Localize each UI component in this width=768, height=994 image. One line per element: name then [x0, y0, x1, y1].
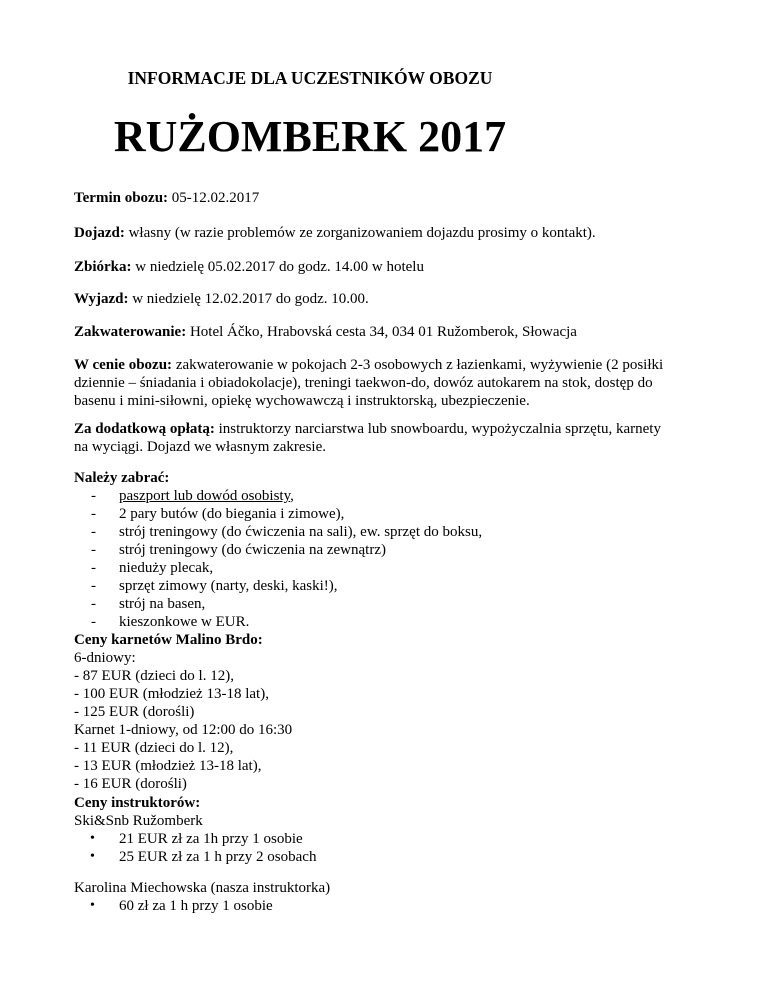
private-instructor-name: Karolina Miechowska (nasza instruktorka) — [74, 880, 331, 896]
karnety-line: - 13 EUR (młodzież 13-18 lat), — [74, 758, 262, 774]
school-name: Ski&Snb Ružomberk — [74, 813, 203, 829]
bullet-icon: • — [90, 849, 95, 864]
dodatk-line-2: na wyciągi. Dojazd we własnym zakresie. — [74, 439, 326, 455]
dojazd-value: własny (w razie problemów ze zorganizowaniem dojazdu prosimy o kontakt). — [124, 225, 596, 241]
zbiorka-value: w niedzielę 05.02.2017 do godz. 14.00 w hotelu — [131, 259, 424, 275]
school-price-list — [74, 830, 704, 866]
document-title: RUŻOMBERK 2017 — [113, 112, 507, 161]
dash-marker: - — [91, 488, 96, 504]
dojazd-label: Dojazd: — [74, 225, 125, 241]
dodatk-line-1: Za dodatkową opłatą: instruktorzy narciarstwa lub snowboardu, wypożyczalnia sprzętu, karnety — [74, 421, 661, 437]
cena-line-2: dziennie – śniadania i obiadokolacje), treningi taekwon-do, dowóz autokarem na stok, dostęp do — [74, 375, 653, 391]
list-item: - strój treningowy (do ćwiczenia na zewnątrz) — [91, 542, 386, 558]
karnety-line: - 100 EUR (młodzież 13-18 lat), — [74, 686, 269, 702]
list-item: - paszport lub dowód osobisty, — [91, 488, 294, 504]
cena-line-1: W cenie obozu: zakwaterowanie w pokojach 2-3 osobowych z łazienkami, wyżywienie (2 posiłki — [74, 357, 664, 373]
cena-obozu-paragraph — [74, 356, 704, 410]
bullet-icon: • — [90, 898, 95, 913]
list-item: - strój na basen, — [91, 596, 206, 612]
list-item: - kieszonkowe w EUR. — [91, 614, 250, 630]
list-item: - strój treningowy (do ćwiczenia na sali), ew. sprzęt do boksu, — [91, 524, 483, 540]
dodatkowa-oplata-paragraph — [74, 420, 704, 456]
paszport-item: paszport lub dowód osobisty — [119, 488, 291, 504]
karnety-section — [74, 631, 704, 793]
private-instructor-section — [74, 879, 704, 915]
karnety-line: Karnet 1-dniowy, od 12:00 do 16:30 — [74, 722, 293, 738]
document-subtitle: INFORMACJE DLA UCZESTNIKÓW OBOZU — [127, 68, 493, 88]
cena-label: W cenie obozu: — [74, 357, 173, 373]
zabrac-list — [74, 487, 704, 631]
wyjazd-paragraph — [74, 290, 704, 308]
zakwaterowanie-paragraph — [74, 323, 704, 341]
karnety-line: - 87 EUR (dzieci do l. 12), — [74, 668, 234, 684]
termin-paragraph — [74, 189, 704, 207]
zbiorka-paragraph — [74, 258, 704, 276]
karnety-line: - 125 EUR (dorośli) — [74, 704, 195, 720]
karnety-line: - 16 EUR (dorośli) — [74, 776, 187, 792]
termin-value: 05-12.02.2017 — [168, 190, 260, 206]
zakwaterowanie-label: Zakwaterowanie: — [74, 324, 187, 340]
cena-line-3: basenu i mini-siłowni, opiekę wychowawczą i instruktorską, ubezpieczenie. — [74, 393, 530, 409]
dodatk-label: Za dodatkową opłatą: — [74, 421, 215, 437]
karnety-line: 6-dniowy: — [74, 650, 136, 666]
termin-label: Termin obozu: — [74, 190, 169, 206]
zabrac-section — [74, 469, 704, 631]
list-item: • 21 EUR zł za 1h przy 1 osobie — [90, 831, 303, 847]
zabrac-label: Należy zabrać: — [74, 470, 170, 486]
zakwaterowanie-value: Hotel Áčko, Hrabovská cesta 34, 034 01 Ružomberok, Słowacja — [186, 324, 577, 340]
list-item: • 60 zł za 1 h przy 1 osobie — [90, 898, 273, 914]
instruktorzy-section — [74, 794, 704, 866]
private-price-list — [74, 897, 704, 915]
list-item: - nieduży plecak, — [91, 560, 214, 576]
zbiorka-label: Zbiórka: — [74, 259, 132, 275]
list-item: - 2 pary butów (do biegania i zimowe), — [91, 506, 345, 522]
wyjazd-label: Wyjazd: — [74, 291, 129, 307]
instruktorzy-label: Ceny instruktorów: — [74, 795, 201, 811]
karnety-label: Ceny karnetów Malino Brdo: — [74, 632, 263, 648]
list-item: - sprzęt zimowy (narty, deski, kaski!), — [91, 578, 338, 594]
karnety-line: - 11 EUR (dzieci do l. 12), — [74, 740, 234, 756]
bullet-icon: • — [90, 831, 95, 846]
dojazd-paragraph — [74, 224, 704, 242]
list-item: • 25 EUR zł za 1 h przy 2 osobach — [90, 849, 317, 865]
wyjazd-value: w niedzielę 12.02.2017 do godz. 10.00. — [128, 291, 369, 307]
